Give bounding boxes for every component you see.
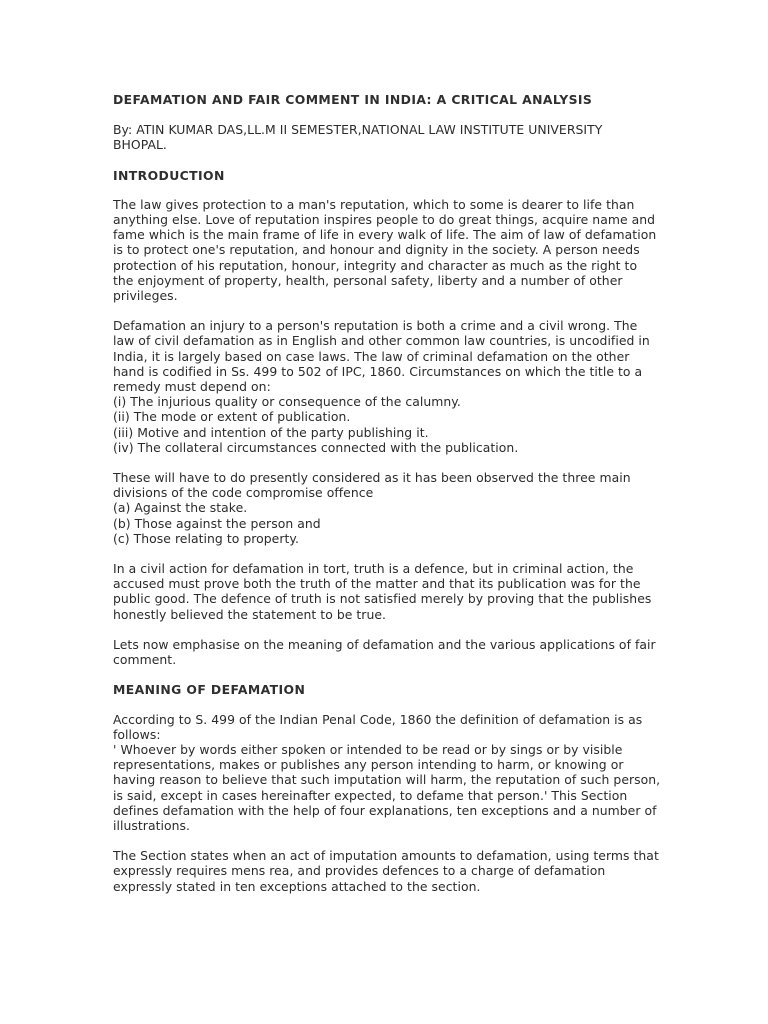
byline-line-2: BHOPAL. [113,137,167,153]
circumstance-item: (iii) Motive and intention of the party publishing it. [113,424,429,440]
circumstance-item: (i) The injurious quality or consequence of the calumny. [113,394,461,410]
intro-paragraph-2-block [113,318,661,455]
intro-paragraph-4: In a civil action for defamation in tort, truth is a defence, but in criminal action, the accused must prove both the truth of the matter and that its publication was for the public good. The defence of truth is not satisfied merely by proving that the publishes honestly believed the statement to be true. [113,561,652,622]
meaning-paragraph-1: According to S. 499 of the Indian Penal Code, 1860 the definition of defamation is as follows: [113,711,643,742]
author-byline [113,122,661,152]
introduction-heading: INTRODUCTION [113,167,225,183]
division-item: (a) Against the stake. [113,500,248,516]
circumstance-item: (ii) The mode or extent of publication. [113,409,351,425]
document-page [113,90,661,894]
intro-paragraph-3: These will have to do presently considered as it has been observed the three main divisions of the code compromise offence [113,470,631,501]
intro-paragraph-1: The law gives protection to a man's reputation, which to some is dearer to life than anything else. Love of reputation inspires people to do great things, acquire name and fame which is the main frame of life in every walk of life. The aim of law of defamation is to protect one's reputation, and honour and dignity in the society. A person needs protection of his reputation, honour, integrity and character as much as the right to the enjoyment of property, health, personal safety, liberty and a number of other privileges. [113,196,657,304]
division-item: (b) Those against the person and [113,515,321,531]
meaning-paragraph-2: The Section states when an act of imputation amounts to defamation, using terms that expressly requires mens rea, and provides defences to a charge of defamation expressly stated in ten exceptions attached to the section. [113,848,659,894]
byline-line-1: By: ATIN KUMAR DAS,LL.M II SEMESTER,NATIONAL LAW INSTITUTE UNIVERSITY [113,122,603,138]
division-item: (c) Those relating to property. [113,530,300,546]
intro-paragraph-5: Lets now emphasise on the meaning of defamation and the various applications of fair comment. [113,636,656,668]
meaning-of-defamation-heading: MEANING OF DEFAMATION [113,682,306,698]
meaning-paragraph-1-block [113,712,661,834]
intro-paragraph-2: Defamation an injury to a person's reputation is both a crime and a civil wrong. The law of civil defamation as in English and other common law countries, is uncodified in India, it is largely based on case laws. The law of criminal defamation on the other hand is codified in Ss. 499 to 502 of IPC, 1860. Circumstances on which the title to a remedy must depend on: [113,318,650,395]
document-title: DEFAMATION AND FAIR COMMENT IN INDIA: A CRITICAL ANALYSIS [113,92,593,107]
section-499-quote: ' Whoever by words either spoken or intended to be read or by sings or by visible representations, makes or publishes any person intending to harm, or knowing or having reason to believe that such imputation will harm, the reputation of such person, is said, except in cases hereinafter expected, to defame that person.' This Section defines defamation with the help of four explanations, ten exceptions and a number of illustrations. [113,741,661,833]
intro-paragraph-3-block [113,470,661,546]
circumstance-item: (iv) The collateral circumstances connected with the publication. [113,439,519,455]
